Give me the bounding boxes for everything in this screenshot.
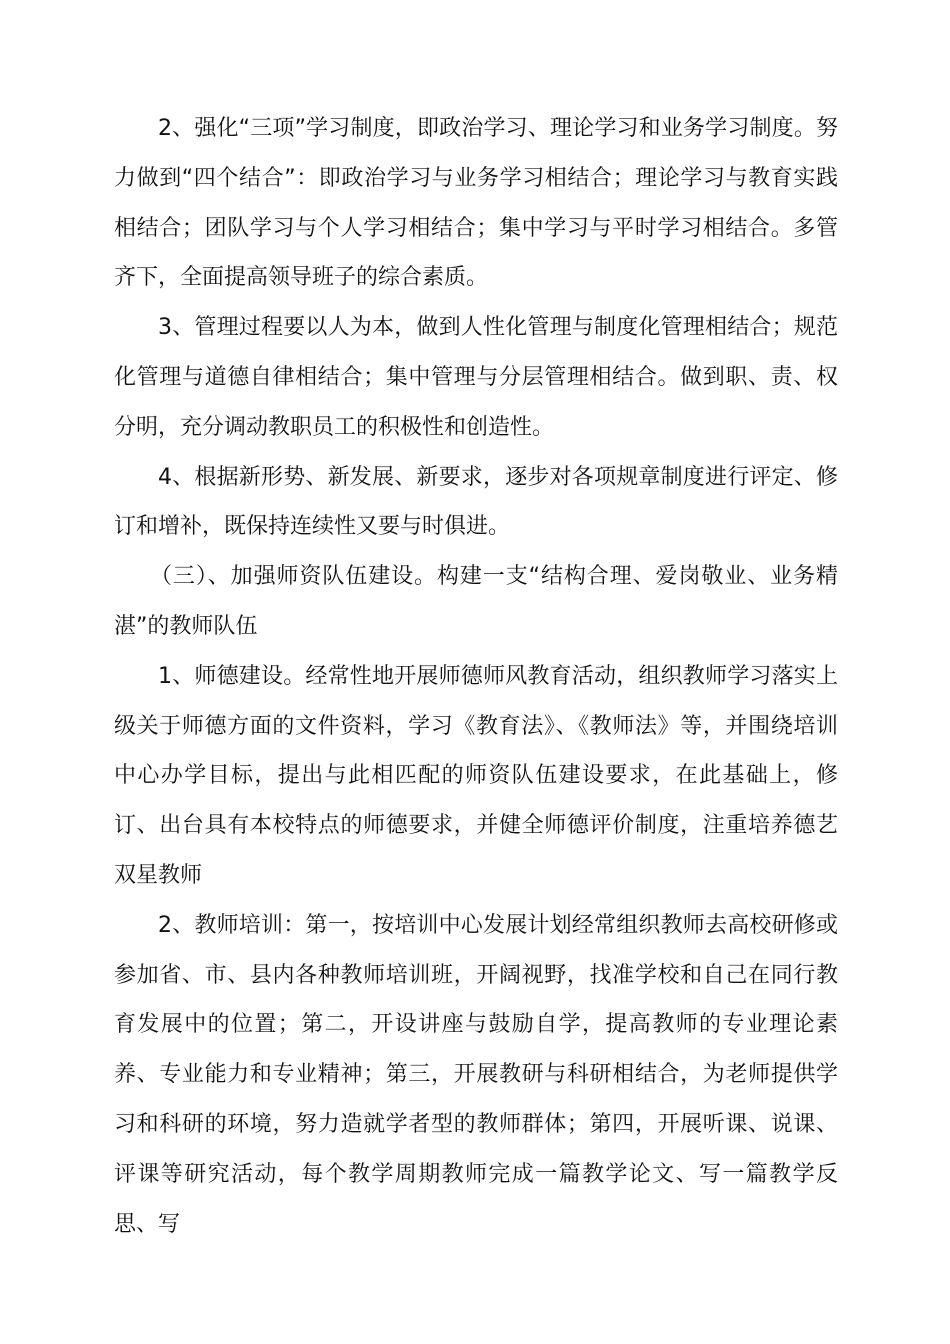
- paragraph-management-process: 3、管理过程要以人为本，做到人性化管理与制度化管理相结合；规范化管理与道德自律相结合；集中管理与分层管理相结合。做到职、责、权分明，充分调动教职员工的积极性和创造性。: [114, 315, 838, 440]
- paragraph-rules-revision: 4、根据新形势、新发展、新要求，逐步对各项规章制度进行评定、修订和增补，既保持连续性又要与时俱进。: [114, 464, 838, 540]
- paragraph-teacher-ethics: 1、师德建设。经常性地开展师德师风教育活动，组织教师学习落实上级关于师德方面的文件资料，学习《教育法》、《教师法》等，并围绕培训中心办学目标，提出与此相匹配的师资队伍建设要求，在此基础上，修订、出台具有本校特点的师德要求，并健全师德评价制度，注重培养德艺双星教师: [114, 663, 838, 888]
- paragraph-teacher-training: 2、教师培训：第一，按培训中心发展计划经常组织教师去高校研修或参加省、市、县内各种教师培训班，开阔视野，找准学校和自己在同行教育发展中的位置；第二，开设讲座与鼓励自学，提高教师的专业理论素养、专业能力和专业精神；第三，开展教研与科研相结合，为老师提供学习和科研的环境，努力造就学者型的教师群体；第四，开展听课、说课、评课等研究活动，每个教学周期教师完成一篇教学论文、写一篇教学反思、写: [114, 912, 838, 1237]
- section-heading-teacher-team: （三）、加强师资队伍建设。构建一支“结构合理、爱岗敬业、业务精湛”的教师队伍: [114, 564, 838, 639]
- document-body: [114, 104, 838, 1249]
- paragraph-study-system: 2、强化“三项”学习制度，即政治学习、理论学习和业务学习制度。努力做到“四个结合”：即政治学习与业务学习相结合；理论学习与教育实践相结合；团队学习与个人学习相结合；集中学习与平时学习相结合。多管齐下，全面提高领导班子的综合素质。: [114, 116, 838, 291]
